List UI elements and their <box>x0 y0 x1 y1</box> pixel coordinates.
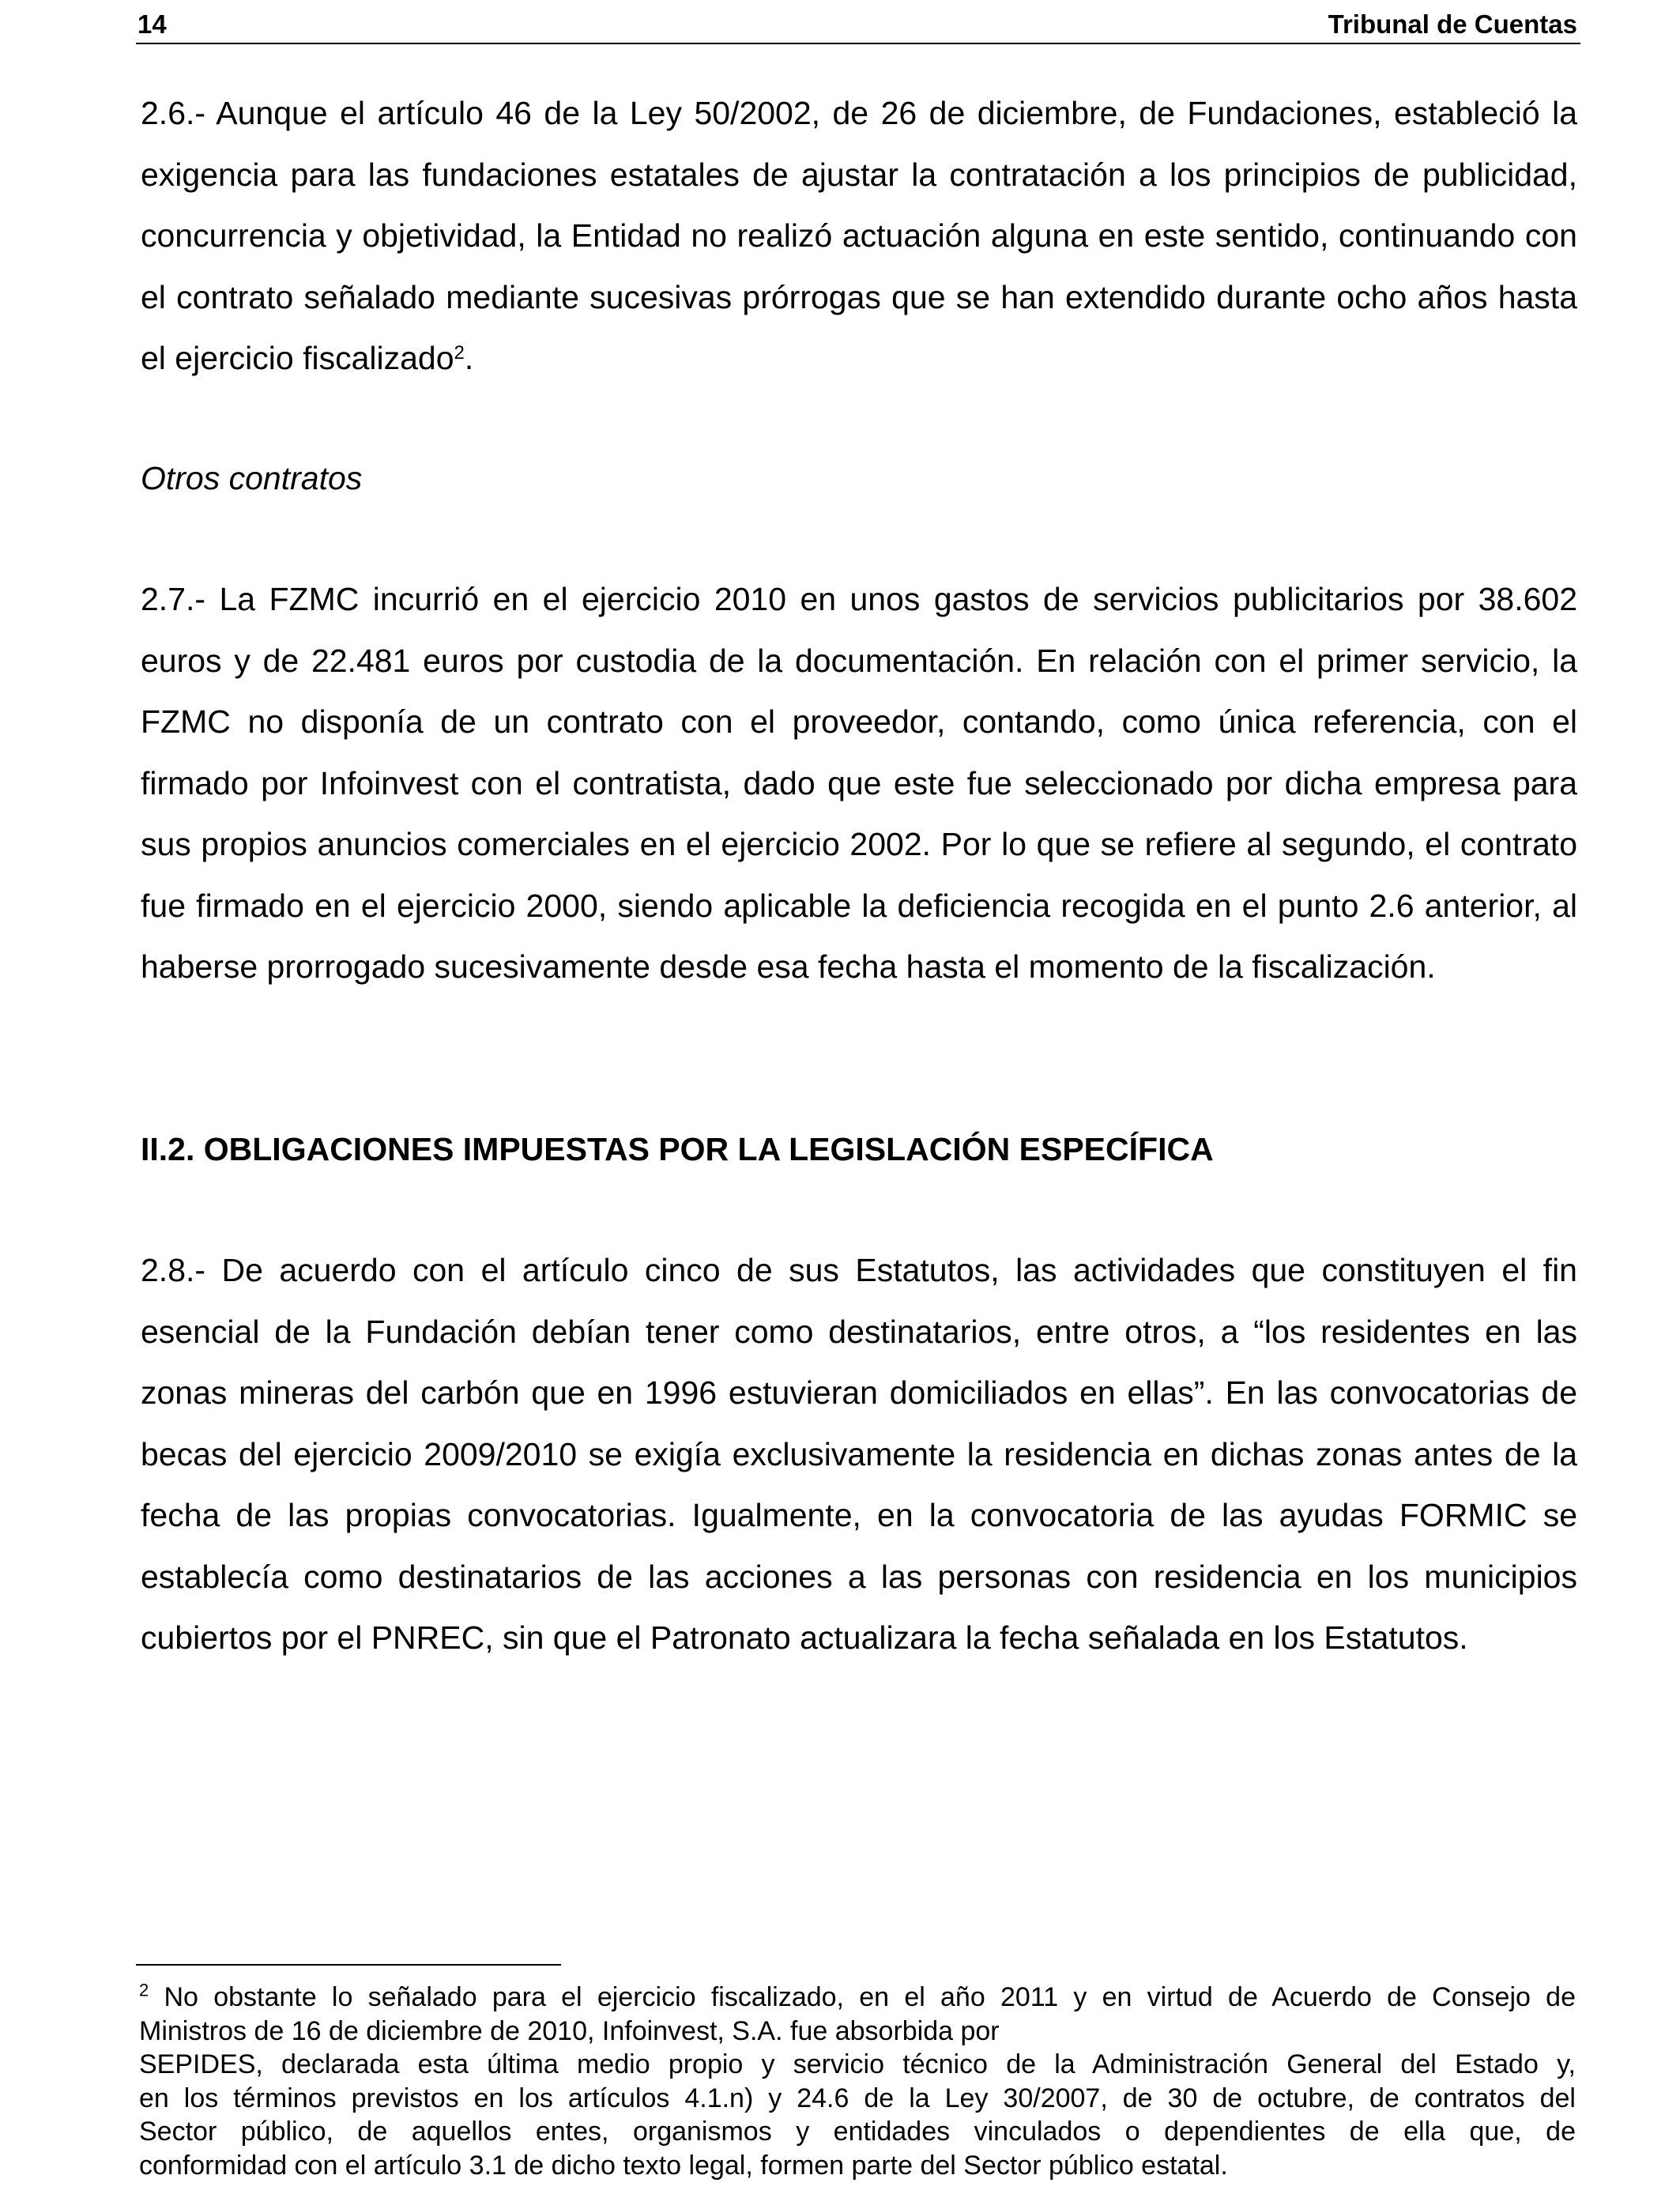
footnote-line: en los términos previstos en los artículos 4.1.n) y 24.6 de la Ley 30/2007, de 30 de octubre, de contratos del <box>139 2083 1576 2113</box>
footnote-reference[interactable]: 2 <box>454 342 465 364</box>
footnote-line: conformidad con el artículo 3.1 de dicho texto legal, formen parte del Sector público estatal. <box>139 2150 1228 2181</box>
running-title: Tribunal de Cuentas <box>1328 9 1577 39</box>
paragraph-2-8: 2.8.- De acuerdo con el artículo cinco de sus Estatutos, las actividades que constituyen el fin esencial de la Fundación debían tener como destinatarios, entre otros, a “los residentes en las zonas mineras del carbón que en 1996 estuvieran domiciliados en ellas”. En las convocatorias de becas del ejercicio 2009/2010 se exigía exclusivamente la residencia en dichas zonas antes de la fecha de las propias convocatorias. Igualmente, en la convocatoria de las ayudas FORMIC se establecía como destinatarios de las acciones a las personas con residencia en los municipios cubiertos por el PNREC, sin que el Patronato actualizara la fecha señalada en los Estatutos. <box>141 1252 1577 1656</box>
section-heading: II.2. OBLIGACIONES IMPUESTAS POR LA LEGISLACIÓN ESPECÍFICA <box>141 1131 1214 1167</box>
paragraph-2-7: 2.7.- La FZMC incurrió en el ejercicio 2010 en unos gastos de servicios publicitarios por 38.602 euros y de 22.481 euros por custodia de la documentación. En relación con el primer servicio, la FZMC no disponía de un contrato con el proveedor, contando, como única referencia, con el firmado por Infoinvest con el contratista, dado que este fue seleccionado por dicha empresa para sus propios anuncios comerciales en el ejercicio 2002. Por lo que se refiere al segundo, el contrato fue firmado en el ejercicio 2000, siendo aplicable la deficiencia recogida en el punto 2.6 anterior, al haberse prorrogado sucesivamente desde esa fecha hasta el momento de la fiscalización. <box>141 581 1577 985</box>
page-number: 14 <box>137 9 167 39</box>
footnote <box>139 1981 1576 2182</box>
paragraph-2-6-text: 2.6.- Aunque el artículo 46 de la Ley 50/2002, de 26 de diciembre, de Fundaciones, estableció la exigencia para las fundaciones estatales de ajustar la contratación a los principios de publicidad, concurrencia y objetividad, la Entidad no realizó actuación alguna en este sentido, continuando con el contrato señalado mediante sucesivas prórrogas que se han extendido durante ocho años hasta el ejercicio fiscalizado <box>141 95 1577 376</box>
page-header <box>136 6 1580 44</box>
footnote-number: 2 <box>139 1980 149 2000</box>
paragraph-2-6-end: . <box>464 340 474 376</box>
footnote-line: $^2$ No obstante lo señalado para el ejercicio fiscalizado, en el año 2011 y en virtud de Acuerdo de Consejo de <box>139 1980 1576 2012</box>
subheading-otros-contratos: Otros contratos <box>141 460 363 496</box>
footnote-line: Ministros de 16 de diciembre de 2010, Infoinvest, S.A. fue absorbida por <box>139 2015 1000 2046</box>
footnote-separator <box>136 1964 561 1966</box>
paragraph-2-6 <box>141 83 1577 390</box>
footnote-line: Sector público, de aquellos entes, organismos y entidades vinculados o dependientes de ella que, de <box>139 2117 1576 2147</box>
footnote-line: SEPIDES, declarada esta última medio propio y servicio técnico de la Administración General del Estado y, <box>139 2049 1576 2079</box>
